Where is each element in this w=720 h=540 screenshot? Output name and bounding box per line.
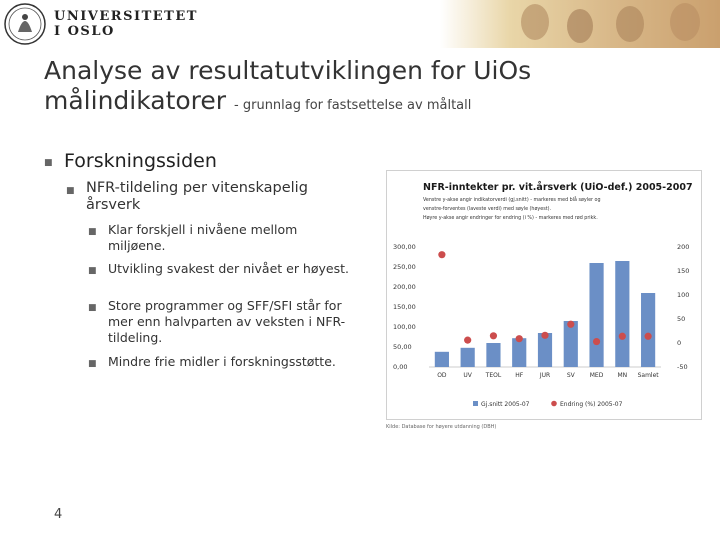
- bar: [486, 343, 500, 367]
- right-axis-tick-label: -50: [677, 363, 688, 371]
- chart-note: venstre-forventes (laveste verdi) med søyle (høyest).: [423, 207, 551, 212]
- x-tick-label: SV: [566, 372, 575, 379]
- university-name-line1: UNIVERSITETET: [54, 9, 198, 24]
- right-axis-tick-label: 50: [677, 315, 686, 323]
- chart-note: Venstre y-akse angir indikatorverdi (gj.snitt) - markeres med blå søyler og: [423, 198, 601, 203]
- change-dot: [645, 333, 652, 340]
- bullet-level3-item: Mindre frie midler i forskningsstøtte.: [108, 354, 336, 369]
- slide-title: [44, 56, 704, 121]
- bar: [589, 263, 603, 367]
- change-dot: [567, 321, 574, 328]
- bullet-level3-item: Klar forskjell i nivåene mellom miljøene.: [108, 222, 298, 253]
- chart-note: Høyre y-akse angir endringer for endring (i %) - markeres med rød prikk.: [423, 216, 598, 221]
- header-bar: [0, 0, 720, 48]
- bullet-level3-item: Store programmer og SFF/SFI står for mer enn halvparten av veksten i NFR-tildeling.: [108, 298, 346, 345]
- change-dot: [541, 332, 548, 339]
- bullet-marker-icon: ■: [88, 303, 97, 313]
- slide-subtitle: - grunnlag for fastsettelse av måltall: [234, 98, 472, 113]
- change-dot: [619, 333, 626, 340]
- bullet-level3-item: Utvikling svakest der nivået er høyest.: [108, 261, 349, 276]
- x-tick-label: TEOL: [485, 372, 502, 379]
- x-tick-label: Samlet: [637, 372, 659, 379]
- x-tick-label: HF: [515, 372, 524, 379]
- chart-title: NFR-inntekter pr. vit.årsverk (UiO-def.) 2005-2007: [423, 182, 693, 193]
- bar: [512, 338, 526, 367]
- left-axis-tick-label: 250,00: [393, 263, 416, 271]
- bar: [641, 293, 655, 367]
- university-name-line2: I OSLO: [54, 24, 115, 39]
- left-axis-tick-label: 300,00: [393, 243, 416, 251]
- change-dot: [490, 332, 497, 339]
- change-dot: [438, 251, 445, 258]
- x-tick-label: OD: [437, 372, 447, 379]
- left-axis-tick-label: 50,00: [393, 343, 412, 351]
- nfr-chart: [387, 171, 701, 419]
- header-photo-strip: [440, 0, 720, 48]
- bar: [435, 352, 449, 367]
- legend-label: Gj.snitt 2005-07: [481, 401, 530, 408]
- right-axis-tick-label: 200: [677, 243, 690, 251]
- x-tick-label: JUR: [539, 372, 551, 379]
- bullet-level1: Forskningssiden: [64, 150, 217, 172]
- legend-label: Endring (%) 2005-07: [560, 401, 623, 408]
- x-tick-label: UV: [463, 372, 472, 379]
- slide-title-main: Analyse av resultatutviklingen for UiOs målindikatorer: [44, 56, 532, 115]
- left-axis-tick-label: 200,00: [393, 283, 416, 291]
- page-number: 4: [54, 507, 63, 522]
- right-axis-tick-label: 0: [677, 339, 682, 347]
- bullet-marker-icon: ■: [88, 227, 97, 237]
- bar: [564, 321, 578, 367]
- university-seal-icon: [4, 2, 46, 46]
- chart-container: [386, 170, 702, 420]
- left-axis-tick-label: 150,00: [393, 303, 416, 311]
- bar: [615, 261, 629, 367]
- left-axis-tick-label: 100,00: [393, 323, 416, 331]
- bar: [461, 348, 475, 367]
- x-tick-label: MED: [589, 372, 604, 379]
- right-axis-tick-label: 150: [677, 267, 690, 275]
- legend-swatch-bar: [473, 401, 478, 406]
- change-dot: [516, 335, 523, 342]
- change-dot: [464, 337, 471, 344]
- bullet-marker-icon: ■: [66, 186, 75, 196]
- x-tick-label: MN: [617, 372, 628, 379]
- source-note: Kilde: Database for høyere utdanning (DBH): [386, 424, 497, 430]
- left-axis-tick-label: 0,00: [393, 363, 408, 371]
- bullet-level2: NFR-tildeling per vitenskapelig årsverk: [86, 180, 308, 213]
- legend-swatch-dot: [551, 401, 557, 407]
- bullet-marker-icon: ■: [88, 359, 97, 369]
- right-axis-tick-label: 100: [677, 291, 690, 299]
- bullet-marker-icon: ■: [44, 158, 53, 168]
- bullet-marker-icon: ■: [88, 266, 97, 276]
- change-dot: [593, 338, 600, 345]
